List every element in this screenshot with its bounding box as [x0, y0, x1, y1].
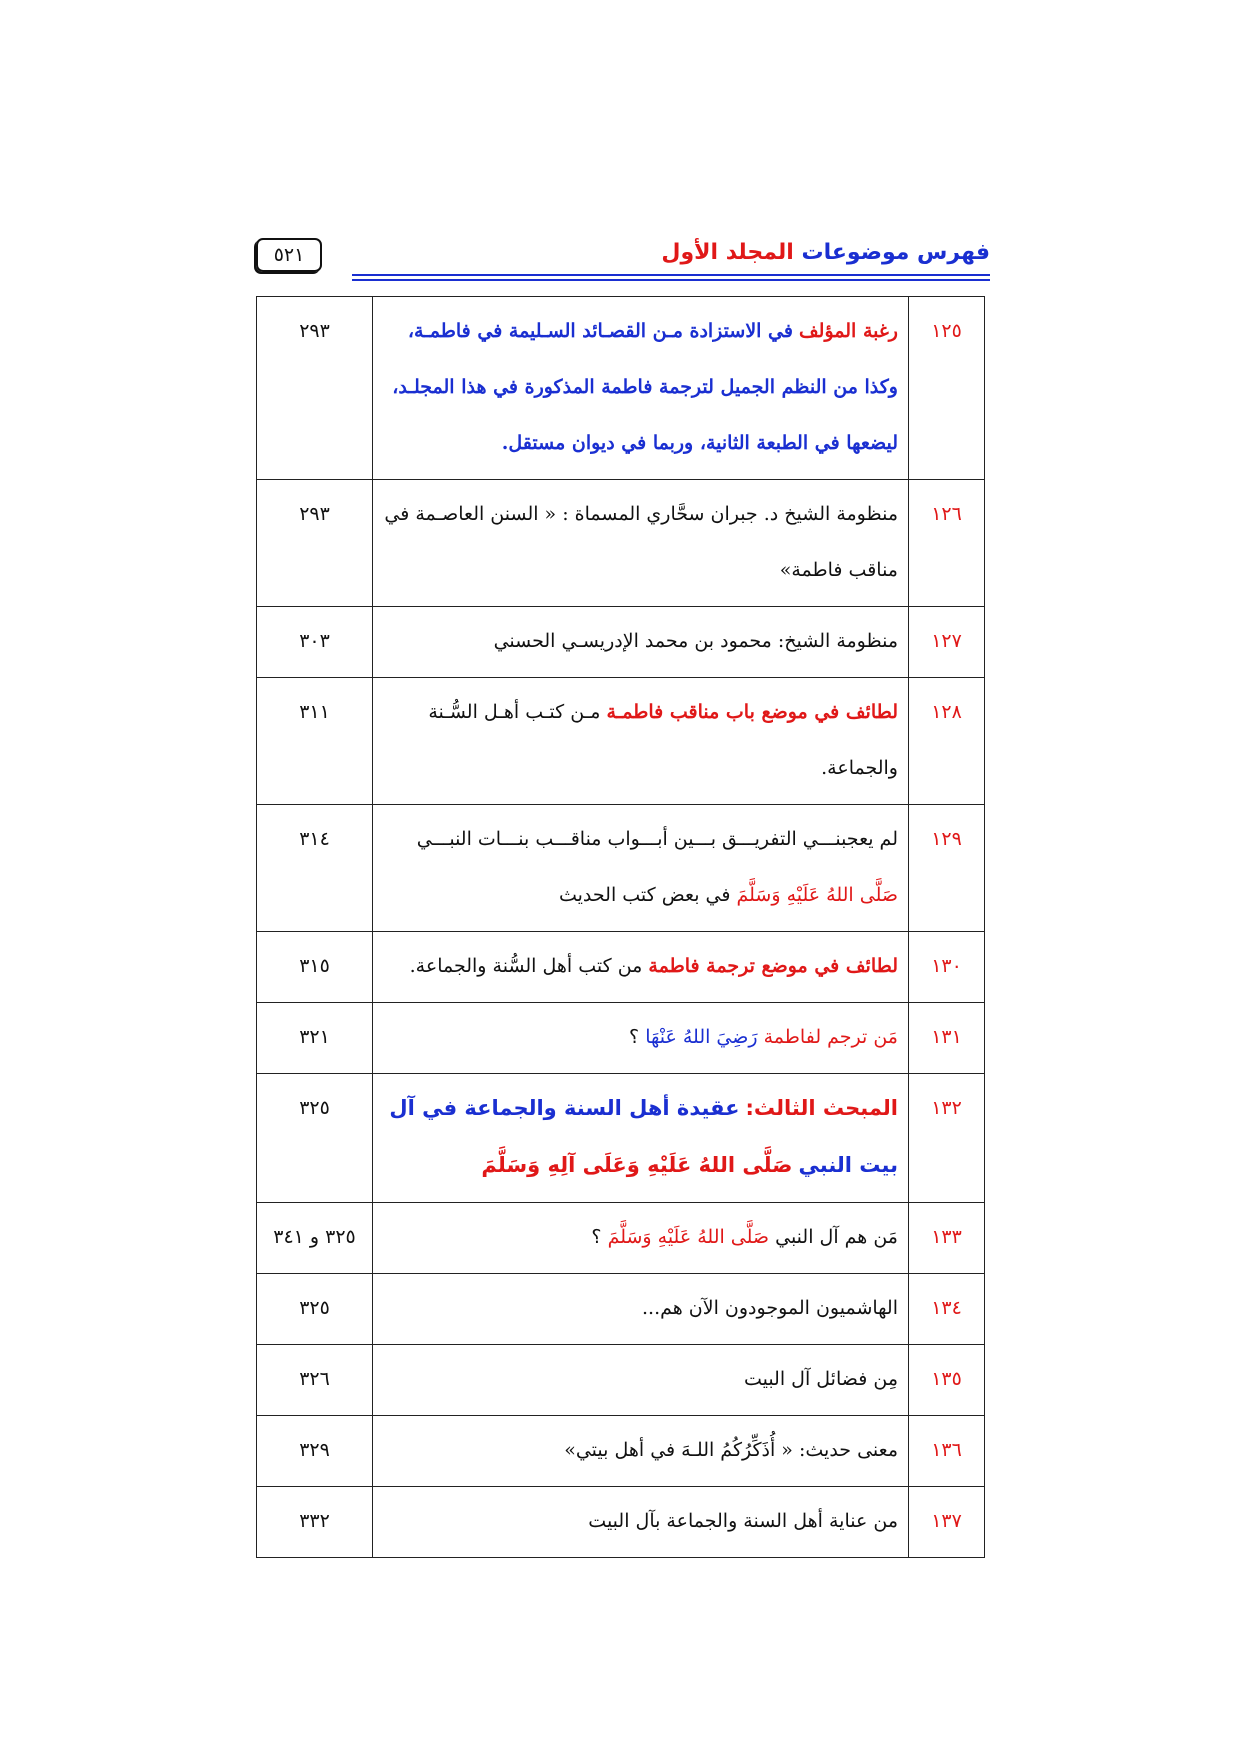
table-row [257, 297, 985, 480]
table-row [257, 932, 985, 1003]
entry-number: ١٣٧ [909, 1487, 985, 1558]
section-heading-label: المبحث الثالث: [745, 1096, 898, 1120]
page-number: ٥٢١ [273, 244, 305, 266]
entry-page: ٣١٥ [257, 932, 373, 1003]
entry-topic [373, 607, 909, 678]
honorific: صَلَّى اللهُ عَلَيْهِ وَعَلَى آلِهِ وَسَلَّمَ [481, 1153, 793, 1177]
entry-topic [373, 480, 909, 607]
section-heading-title: عقيدة أهل السنة والجماعة في آل بيت النبي [389, 1096, 898, 1177]
entry-number: ١٢٥ [909, 297, 985, 480]
entry-number: ١٣٠ [909, 932, 985, 1003]
entry-topic [373, 1203, 909, 1274]
entry-number: ١٢٨ [909, 678, 985, 805]
entry-topic [373, 1074, 909, 1203]
entry-topic [373, 805, 909, 932]
table-row [257, 1416, 985, 1487]
topic-part: منظومة الشيخ: محمود بن محمد الإدريسـي الحسني [493, 630, 898, 652]
entry-page: ٣٢٥ [257, 1274, 373, 1345]
topic-part: مِن فضائل آل البيت [743, 1368, 898, 1390]
entry-page: ٢٩٣ [257, 480, 373, 607]
page-number-box [256, 238, 322, 272]
topic-part: ؟ [591, 1226, 602, 1248]
entry-page: ٣٢٥ و ٣٤١ [257, 1203, 373, 1274]
entry-topic [373, 1274, 909, 1345]
header-title-volume: المجلد الأول [661, 240, 794, 265]
entry-page: ٣١١ [257, 678, 373, 805]
entry-topic [373, 1003, 909, 1074]
entry-number: ١٣٣ [909, 1203, 985, 1274]
topic-part: مَن ترجم لفاطمة [763, 1026, 898, 1048]
honorific: صَلَّى اللهُ عَلَيْهِ وَسَلَّمَ [607, 1226, 770, 1248]
topic-part: مـن كتـب أهـل السُّـنة والجماعة. [428, 701, 898, 779]
entry-page: ٣٢٩ [257, 1416, 373, 1487]
table-row [257, 1487, 985, 1558]
entry-page: ٢٩٣ [257, 297, 373, 480]
topic-part: لطائف في موضع باب مناقب فاطمـة [606, 701, 898, 723]
topic-part: معنى حديث: « أُذَكِّرُكُمُ اللـهَ في أهل بيتي» [564, 1439, 898, 1461]
table-row [257, 678, 985, 805]
entry-number: ١٣٢ [909, 1074, 985, 1203]
table-row [257, 1274, 985, 1345]
topic-part: في بعض كتب الحديث [558, 884, 731, 906]
entry-number: ١٣٤ [909, 1274, 985, 1345]
entry-number: ١٣٦ [909, 1416, 985, 1487]
table-row [257, 805, 985, 932]
table-row [257, 1203, 985, 1274]
entry-page: ٣٢٥ [257, 1074, 373, 1203]
entry-topic [373, 678, 909, 805]
topic-part: في الاستزادة مـن القصـائد السـليمة في فاطمـة، وكذا من النظم الجميل لترجمة فاطمة المذكورة في هذا المجلـد، ليضعها في الطبعة الثانية، وربما في ديوان مستقل. [392, 320, 898, 454]
table-row [257, 607, 985, 678]
honorific: رَضِيَ اللهُ عَنْهَا [645, 1026, 758, 1048]
table-row [257, 1003, 985, 1074]
entry-topic [373, 932, 909, 1003]
honorific: صَلَّى اللهُ عَلَيْهِ وَسَلَّمَ [736, 884, 898, 906]
table-row [257, 1074, 985, 1203]
topic-part: رغبة المؤلف [799, 320, 898, 342]
table-row [257, 1345, 985, 1416]
table-row [257, 480, 985, 607]
entry-topic [373, 1487, 909, 1558]
entry-page: ٣٠٣ [257, 607, 373, 678]
toc-table [256, 296, 985, 1558]
topic-part: لطائف في موضع ترجمة فاطمة [648, 955, 898, 977]
topic-part: منظومة الشيخ د. جبران سحَّاري المسماة : « السنن العاصـمة في مناقب فاطمة» [384, 503, 898, 581]
entry-number: ١٢٧ [909, 607, 985, 678]
entry-number: ١٣٥ [909, 1345, 985, 1416]
entry-number: ١٢٩ [909, 805, 985, 932]
entry-number: ١٣١ [909, 1003, 985, 1074]
topic-part: مَن هم آل النبي [775, 1226, 898, 1248]
topic-part: ؟ [629, 1026, 640, 1048]
entry-topic [373, 1416, 909, 1487]
topic-part: من كتب أهل السُّنة والجماعة. [409, 955, 643, 977]
topic-part: من عناية أهل السنة والجماعة بآل البيت [588, 1510, 898, 1532]
entry-page: ٣٢١ [257, 1003, 373, 1074]
header-rule-top [352, 274, 990, 276]
entry-topic [373, 1345, 909, 1416]
header-rule-bottom [352, 279, 990, 281]
entry-page: ٣٣٢ [257, 1487, 373, 1558]
topic-part: الهاشميون الموجودون الآن هم... [641, 1297, 898, 1319]
header-title-index: فهرس موضوعات [801, 240, 990, 265]
entry-page: ٣٢٦ [257, 1345, 373, 1416]
topic-part: لم يعجبنـــي التفريـــق بـــين أبـــواب مناقـــب بنـــات النبـــي [416, 828, 898, 850]
header-title [661, 238, 990, 268]
entry-topic [373, 297, 909, 480]
entry-number: ١٢٦ [909, 480, 985, 607]
page-header [256, 238, 990, 282]
entry-page: ٣١٤ [257, 805, 373, 932]
